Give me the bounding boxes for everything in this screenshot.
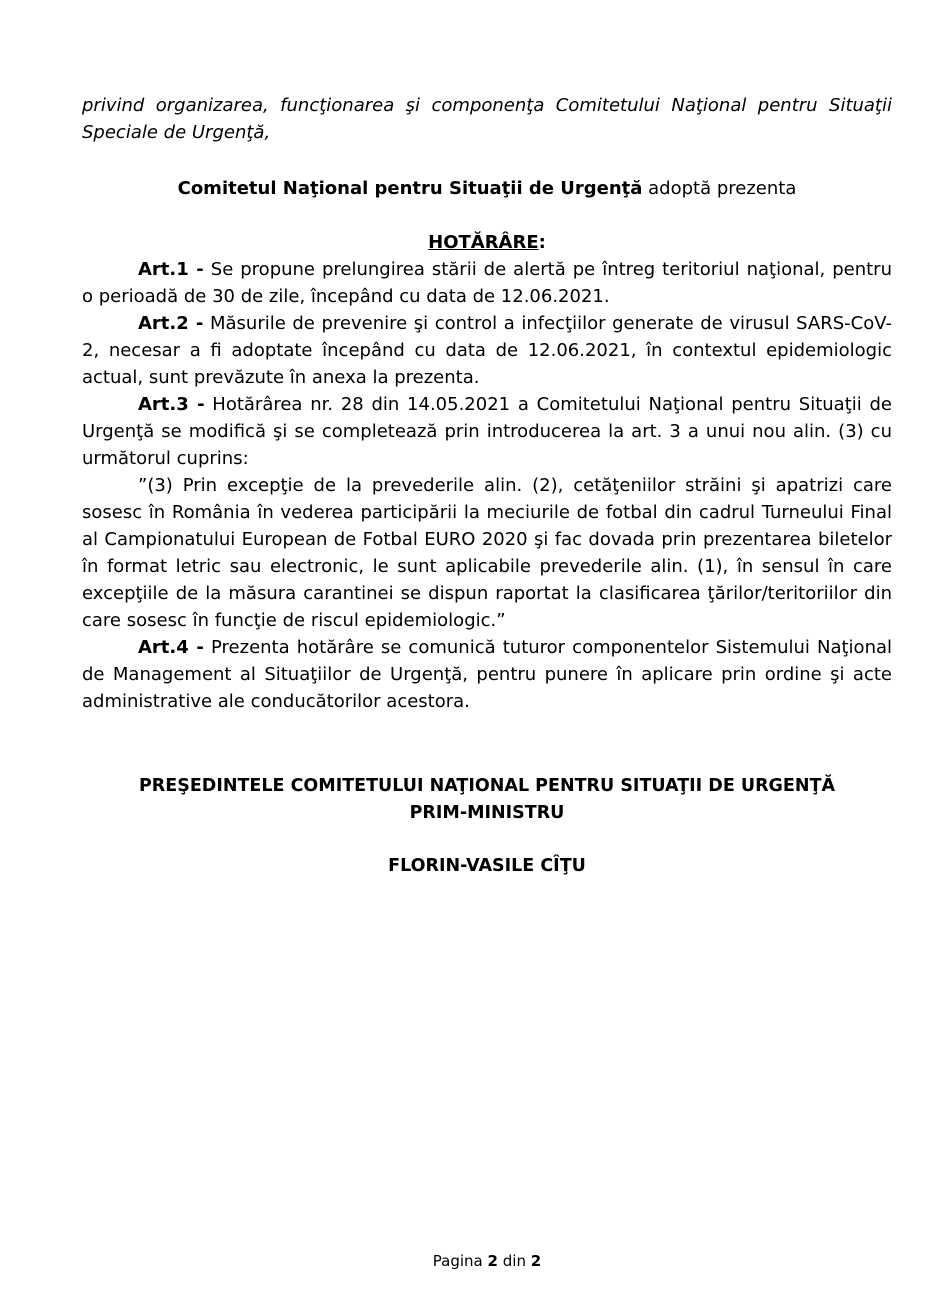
article-2-label: Art.2 - [138, 313, 204, 334]
signature-name: FLORIN-VASILE CÎŢU [388, 856, 586, 876]
decision-title [82, 229, 892, 256]
document-subject: privind organizarea, funcţionarea şi componenţa Comitetului Naţional pentru Situaţii Speciale de Urgenţă, [82, 95, 892, 143]
article-4 [82, 634, 892, 715]
article-4-text: Prezenta hotărâre se comunică tuturor componentelor Sistemului Naţional de Management al Situaţiilor de Urgenţă, pentru punere în aplicare prin ordine şi acte administrative ale conducătorilor acestora. [82, 637, 893, 712]
article-4-label: Art.4 - [138, 637, 204, 658]
document-body [82, 92, 892, 880]
page-footer [82, 1251, 892, 1271]
footer-label: Pagina [432, 1252, 483, 1270]
quote-text: ”(3) Prin excepţie de la prevederile alin. (2), cetăţeniilor străini şi apatrizi care sosesc în România în vederea participării la meciurile de fotbal din cadrul Turneului Final al Campionatului European de Fotbal EURO 2020 şi fac dovada prin prezentarea biletelor în format letric sau electronic, le sunt aplicabile prevederile alin. (1), în sensul în care excepţiile de la măsura carantinei se dispun raportat la clasificarea ţărilor/teritoriilor din care sosesc în funcţie de riscul epidemiologic.” [82, 475, 892, 631]
article-1-text: Se propune prelungirea stării de alertă pe întreg teritoriul naţional, pentru o perioadă de 30 de zile, începând cu data de 12.06.2021. [82, 259, 892, 307]
footer-page-number: 2 [487, 1252, 498, 1270]
adoption-line [82, 175, 892, 202]
article-1-label: Art.1 - [138, 259, 204, 280]
quote-paragraph [82, 472, 892, 634]
footer-total-pages: 2 [530, 1252, 542, 1270]
article-3 [82, 391, 892, 472]
adoption-text: adoptă prezenta [642, 178, 797, 199]
signature-office-line: PRIM-MINISTRU [409, 803, 565, 823]
article-2-text: Măsurile de prevenire şi control a infecţiilor generate de virusul SARS-CoV-2, necesar a fi adoptate începând cu data de 12.06.2021, în contextul epidemiologic actual, sunt prevăzute în anexa la prezenta. [82, 313, 893, 388]
decision-title-colon: : [538, 232, 546, 253]
footer-of-label: din [502, 1252, 526, 1270]
decision-title-text: HOTĂRÂRE [428, 232, 539, 253]
article-1 [82, 256, 892, 310]
signature-role-line: PREŞEDINTELE COMITETULUI NAŢIONAL PENTRU SITUAŢII DE URGENŢĂ [138, 776, 835, 796]
article-2 [82, 310, 892, 391]
article-3-label: Art.3 - [138, 394, 205, 415]
article-3-text: Hotărârea nr. 28 din 14.05.2021 a Comitetului Naţional pentru Situaţii de Urgenţă se modifică şi se completează prin introducerea la art. 3 a unui nou alin. (3) cu următorul cuprins: [82, 394, 892, 469]
signature-block [82, 773, 892, 880]
committee-name: Comitetul Naţional pentru Situaţii de Urgenţă [177, 178, 643, 199]
